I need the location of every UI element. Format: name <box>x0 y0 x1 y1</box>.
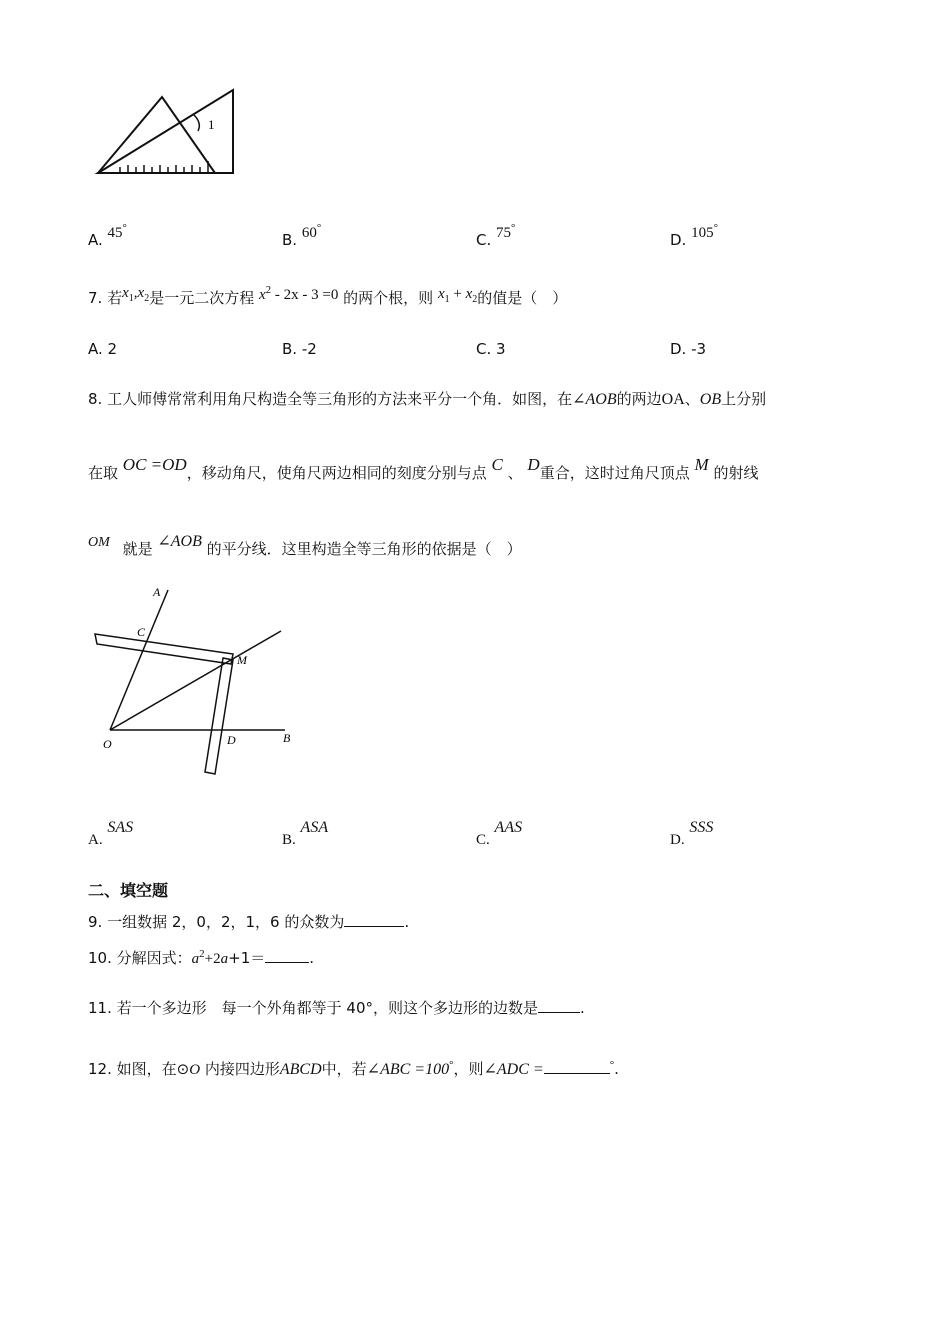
question-number: 12. <box>88 1060 112 1078</box>
q6-option-a[interactable] <box>88 222 127 249</box>
answer-blank[interactable] <box>544 1059 610 1074</box>
label-m: M <box>237 653 247 667</box>
degree-mark: ° <box>316 222 322 234</box>
separator: 、 <box>507 464 523 482</box>
sum-sub-1: 1 <box>444 294 450 305</box>
ray-om-line <box>110 631 281 730</box>
option-value: -3 <box>691 340 707 358</box>
option-letter: D. <box>670 231 687 249</box>
q8-text-2b: ，移动角尺，使角尺两边相同的刻度分别与点 <box>186 464 487 482</box>
eq-x: x <box>259 287 266 303</box>
sum-plus: + <box>449 286 466 302</box>
question-number: 9. <box>88 913 103 931</box>
q10-text: 分解因式： <box>116 949 192 967</box>
option-letter: D. <box>670 832 685 848</box>
square-arm-upper <box>95 634 233 664</box>
question-number: 8. <box>88 390 103 408</box>
square-arm-lower <box>205 658 233 774</box>
period: . <box>580 999 585 1017</box>
q8-option-c[interactable] <box>476 818 523 848</box>
q7-text-4: 的值是（ ） <box>477 289 568 307</box>
var-a: a <box>220 951 229 967</box>
q7-option-b[interactable] <box>282 340 317 358</box>
option-value: 3 <box>496 340 506 358</box>
option-value: -2 <box>301 340 317 358</box>
period: . <box>309 949 315 967</box>
q8-line-3 <box>88 533 522 559</box>
q8-option-b[interactable] <box>282 818 329 848</box>
q8-option-d[interactable] <box>670 818 714 848</box>
section-title: 二、填空题 <box>88 881 169 900</box>
question-number: 10. <box>88 949 112 967</box>
q8-text-2d: 的射线 <box>713 464 759 482</box>
question-number: 11. <box>88 999 112 1017</box>
q12-text-2: 内接四边形 <box>204 1060 280 1078</box>
q12-text-1: 如图，在⊙ <box>116 1060 190 1078</box>
sum-x2: x <box>465 286 473 302</box>
q6-angle-label: 1 <box>208 117 215 132</box>
option-value: AAS <box>494 819 523 836</box>
angle-aob: ∠AOB <box>572 391 617 408</box>
q12-text-3: 中，若 <box>321 1060 367 1078</box>
period: . <box>614 1060 619 1078</box>
q8-text-1c: 上分别 <box>721 390 767 408</box>
q11 <box>88 997 585 1018</box>
ray-ob: OB <box>699 391 722 408</box>
q7-option-a[interactable] <box>88 340 117 358</box>
q8-text-2c: 重合，这时过角尺顶点 <box>539 464 690 482</box>
q12-text-4: ，则 <box>453 1060 484 1078</box>
q6-option-c[interactable] <box>476 222 516 249</box>
q6-figure <box>90 85 250 180</box>
degree-mark: ° <box>713 222 719 234</box>
sub-2: 2 <box>144 293 150 304</box>
eq-square: 2 <box>265 284 272 296</box>
q6-option-d[interactable] <box>670 222 719 249</box>
option-value: ASA <box>300 819 329 836</box>
label-b: B <box>283 731 291 745</box>
root-x1: x <box>122 285 129 301</box>
option-value: 60 <box>301 225 317 241</box>
option-letter: B. <box>282 832 296 848</box>
q8-line-2 <box>88 455 759 483</box>
label-d: D <box>227 733 236 747</box>
option-letter: A. <box>88 832 103 848</box>
q9-text: 一组数据 2，0，2，1，6 的众数为 <box>107 913 345 931</box>
degree-mark: ° <box>122 222 127 234</box>
q7-text-2: 是一元二次方程 <box>149 289 255 307</box>
degree-mark: ° <box>511 222 516 234</box>
option-letter: C. <box>476 231 492 249</box>
degree-mark: ° <box>609 1059 615 1071</box>
option-value: 105 <box>691 225 714 241</box>
period: . <box>404 913 410 931</box>
label-o: O <box>103 737 112 751</box>
root-x2: x <box>137 285 145 301</box>
option-letter: A. <box>88 231 103 249</box>
option-value: 45 <box>107 225 123 241</box>
q9 <box>88 911 409 932</box>
answer-blank[interactable] <box>344 912 404 927</box>
point-m: M <box>694 455 709 474</box>
label-c: C <box>137 625 146 639</box>
angle-abc: ∠ABC =100 <box>366 1061 450 1078</box>
equation: - 2x - 3 =0 <box>271 287 339 303</box>
comma: , <box>133 285 138 301</box>
option-letter: C. <box>476 832 490 848</box>
q8-text-3a: 就是 <box>122 540 153 558</box>
option-letter: B. <box>282 231 298 249</box>
answer-blank[interactable] <box>265 948 309 963</box>
q6-option-b[interactable] <box>282 222 322 249</box>
q7-option-c[interactable] <box>476 340 506 358</box>
expr-part-1: +2 <box>204 951 221 967</box>
q8-figure <box>85 580 305 780</box>
option-letter: A. <box>88 340 103 358</box>
angle-aob: ∠AOB <box>157 533 202 550</box>
separator: 、 <box>684 390 700 408</box>
sum-x1: x <box>437 286 445 302</box>
option-value: 75 <box>496 225 512 241</box>
q10 <box>88 947 314 968</box>
option-letter: B. <box>282 340 298 358</box>
q7-stem <box>88 284 568 310</box>
q8-text-2a: 在取 <box>88 464 119 482</box>
sum-sub-2: 2 <box>472 294 478 305</box>
degree-mark: ° <box>449 1059 454 1071</box>
quad-abcd: ABCD <box>279 1061 322 1078</box>
circle-o: O <box>189 1062 201 1078</box>
ray-om: OM <box>88 535 110 550</box>
answer-blank[interactable] <box>538 998 580 1013</box>
option-value: SAS <box>107 819 134 836</box>
q7-text-1: 若 <box>107 289 123 307</box>
option-letter: D. <box>670 340 687 358</box>
q11-text: 若一个多边形 每一个外角都等于 40°，则这个多边形的边数是 <box>116 999 538 1017</box>
q12 <box>88 1058 619 1079</box>
q8-text-3b: 的平分线．这里构造全等三角形的依据是（ ） <box>206 540 522 558</box>
ray-oa-line <box>110 590 168 730</box>
ray-oa: OA <box>661 391 685 408</box>
var-a: a <box>191 951 200 967</box>
q8-text-1a: 工人师傅常常利用角尺构造全等三角形的方法来平分一个角．如图，在 <box>107 390 573 408</box>
point-c: C <box>491 455 503 474</box>
option-value: SSS <box>689 819 714 836</box>
option-letter: C. <box>476 340 492 358</box>
q7-option-d[interactable] <box>670 340 706 358</box>
question-number: 7. <box>88 289 103 307</box>
angle-adc: ∠ADC = <box>483 1061 544 1078</box>
q8-option-a[interactable] <box>88 818 134 848</box>
q8-text-1b: 的两边 <box>616 390 662 408</box>
expr-part-2: +1＝ <box>228 949 266 967</box>
q7-text-3: 的两个根，则 <box>343 289 434 307</box>
q8-line-1 <box>88 388 766 409</box>
label-a: A <box>153 585 161 599</box>
option-value: 2 <box>107 340 118 358</box>
square: 2 <box>199 948 205 960</box>
point-d: D <box>527 455 540 474</box>
sub-1: 1 <box>128 293 134 304</box>
eq-oc-od: OC =OD <box>122 455 187 474</box>
